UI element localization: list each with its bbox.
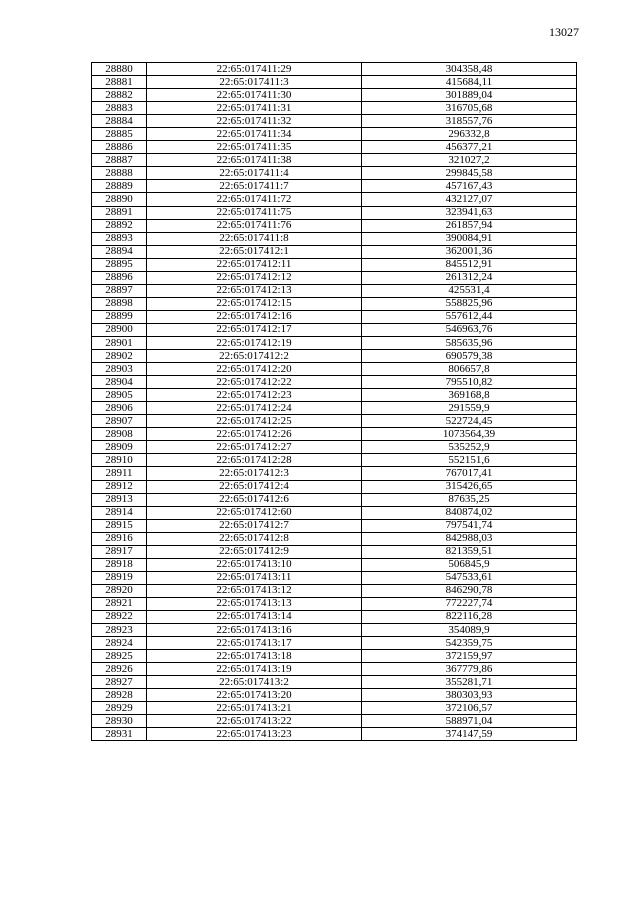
cadastral-number-cell: 22:65:017413:19 [147,663,362,676]
cadastral-value-cell: 304358,48 [362,63,577,76]
cadastral-value-cell: 552151,6 [362,454,577,467]
cadastral-number-cell: 22:65:017412:7 [147,519,362,532]
table-row [92,193,577,206]
cadastral-number-cell: 22:65:017412:24 [147,402,362,415]
row-number-cell: 28915 [92,519,147,532]
cadastral-value-cell: 432127,07 [362,193,577,206]
row-number-cell: 28926 [92,663,147,676]
row-number-cell: 28882 [92,89,147,102]
table-row [92,415,577,428]
cadastral-value-cell: 362001,36 [362,245,577,258]
cadastral-value-table [91,62,577,741]
cadastral-number-cell: 22:65:017413:10 [147,558,362,571]
row-number-cell: 28884 [92,115,147,128]
row-number-cell: 28888 [92,167,147,180]
cadastral-value-cell: 558825,96 [362,297,577,310]
cadastral-value-cell: 355281,71 [362,676,577,689]
cadastral-value-cell: 457167,43 [362,180,577,193]
table-row [92,493,577,506]
table-row [92,637,577,650]
table-row [92,519,577,532]
cadastral-number-cell: 22:65:017413:16 [147,624,362,637]
table-row [92,128,577,141]
row-number-cell: 28909 [92,441,147,454]
table-body [92,63,577,741]
table-row [92,428,577,441]
cadastral-number-cell: 22:65:017411:38 [147,154,362,167]
table-row [92,624,577,637]
table-row [92,728,577,741]
cadastral-number-cell: 22:65:017412:12 [147,271,362,284]
table-row [92,715,577,728]
row-number-cell: 28881 [92,76,147,89]
cadastral-value-cell: 557612,44 [362,310,577,323]
cadastral-number-cell: 22:65:017411:75 [147,206,362,219]
table-row [92,336,577,349]
cadastral-value-cell: 821359,51 [362,545,577,558]
row-number-cell: 28889 [92,180,147,193]
table-row [92,310,577,323]
row-number-cell: 28900 [92,323,147,336]
table-row [92,63,577,76]
row-number-cell: 28920 [92,584,147,597]
row-number-cell: 28896 [92,271,147,284]
cadastral-value-cell: 795510,82 [362,376,577,389]
row-number-cell: 28928 [92,689,147,702]
cadastral-number-cell: 22:65:017413:14 [147,610,362,623]
cadastral-number-cell: 22:65:017412:8 [147,532,362,545]
row-number-cell: 28887 [92,154,147,167]
cadastral-value-cell: 456377,21 [362,141,577,154]
cadastral-number-cell: 22:65:017413:17 [147,637,362,650]
table-row [92,258,577,271]
row-number-cell: 28912 [92,480,147,493]
table-row [92,402,577,415]
cadastral-value-cell: 291559,9 [362,402,577,415]
cadastral-number-cell: 22:65:017412:17 [147,323,362,336]
row-number-cell: 28924 [92,637,147,650]
row-number-cell: 28917 [92,545,147,558]
cadastral-value-cell: 797541,74 [362,519,577,532]
cadastral-number-cell: 22:65:017411:34 [147,128,362,141]
row-number-cell: 28922 [92,610,147,623]
row-number-cell: 28907 [92,415,147,428]
table-row [92,76,577,89]
cadastral-value-cell: 301889,04 [362,89,577,102]
table-row [92,89,577,102]
table-row [92,102,577,115]
cadastral-value-cell: 535252,9 [362,441,577,454]
cadastral-value-cell: 354089,9 [362,624,577,637]
row-number-cell: 28902 [92,350,147,363]
cadastral-value-cell: 372159,97 [362,650,577,663]
cadastral-number-cell: 22:65:017412:20 [147,363,362,376]
row-number-cell: 28914 [92,506,147,519]
cadastral-value-cell: 369168,8 [362,389,577,402]
table-row [92,141,577,154]
cadastral-value-cell: 380303,93 [362,689,577,702]
row-number-cell: 28903 [92,363,147,376]
row-number-cell: 28910 [92,454,147,467]
table-row [92,323,577,336]
cadastral-number-cell: 22:65:017413:22 [147,715,362,728]
table-row [92,454,577,467]
table-row [92,571,577,584]
cadastral-value-cell: 542359,75 [362,637,577,650]
table-row [92,180,577,193]
row-number-cell: 28906 [92,402,147,415]
cadastral-value-cell: 840874,02 [362,506,577,519]
cadastral-number-cell: 22:65:017412:23 [147,389,362,402]
cadastral-number-cell: 22:65:017412:11 [147,258,362,271]
row-number-cell: 28918 [92,558,147,571]
table-row [92,219,577,232]
row-number-cell: 28890 [92,193,147,206]
cadastral-value-cell: 261857,94 [362,219,577,232]
row-number-cell: 28898 [92,297,147,310]
cadastral-value-cell: 296332,8 [362,128,577,141]
cadastral-value-cell: 690579,38 [362,350,577,363]
row-number-cell: 28905 [92,389,147,402]
table-row [92,610,577,623]
cadastral-number-cell: 22:65:017411:8 [147,232,362,245]
row-number-cell: 28911 [92,467,147,480]
cadastral-number-cell: 22:65:017412:1 [147,245,362,258]
cadastral-number-cell: 22:65:017412:22 [147,376,362,389]
row-number-cell: 28895 [92,258,147,271]
row-number-cell: 28880 [92,63,147,76]
cadastral-value-cell: 372106,57 [362,702,577,715]
cadastral-value-cell: 261312,24 [362,271,577,284]
cadastral-number-cell: 22:65:017413:2 [147,676,362,689]
cadastral-number-cell: 22:65:017411:76 [147,219,362,232]
table-row [92,363,577,376]
row-number-cell: 28927 [92,676,147,689]
table-row [92,467,577,480]
table-row [92,376,577,389]
cadastral-value-cell: 588971,04 [362,715,577,728]
cadastral-value-cell: 506845,9 [362,558,577,571]
cadastral-value-cell: 318557,76 [362,115,577,128]
cadastral-value-cell: 522724,45 [362,415,577,428]
row-number-cell: 28929 [92,702,147,715]
cadastral-number-cell: 22:65:017412:16 [147,310,362,323]
cadastral-value-cell: 546963,76 [362,323,577,336]
cadastral-number-cell: 22:65:017412:3 [147,467,362,480]
table-row [92,389,577,402]
table-row [92,480,577,493]
table-row [92,167,577,180]
cadastral-value-cell: 772227,74 [362,597,577,610]
table-row [92,532,577,545]
cadastral-value-cell: 806657,8 [362,363,577,376]
cadastral-number-cell: 22:65:017413:12 [147,584,362,597]
table-row [92,545,577,558]
table-row [92,154,577,167]
cadastral-value-cell: 767017,41 [362,467,577,480]
cadastral-value-cell: 1073564,39 [362,428,577,441]
row-number-cell: 28919 [92,571,147,584]
cadastral-value-cell: 299845,58 [362,167,577,180]
cadastral-number-cell: 22:65:017413:13 [147,597,362,610]
row-number-cell: 28893 [92,232,147,245]
row-number-cell: 28901 [92,336,147,349]
cadastral-value-cell: 842988,03 [362,532,577,545]
table-row [92,206,577,219]
table-row [92,350,577,363]
cadastral-value-cell: 374147,59 [362,728,577,741]
table-row [92,284,577,297]
cadastral-number-cell: 22:65:017412:60 [147,506,362,519]
row-number-cell: 28923 [92,624,147,637]
table-row [92,558,577,571]
cadastral-number-cell: 22:65:017411:32 [147,115,362,128]
table-row [92,650,577,663]
cadastral-number-cell: 22:65:017411:30 [147,89,362,102]
row-number-cell: 28916 [92,532,147,545]
table-row [92,245,577,258]
table-row [92,297,577,310]
table-row [92,702,577,715]
cadastral-number-cell: 22:65:017413:21 [147,702,362,715]
cadastral-number-cell: 22:65:017413:20 [147,689,362,702]
cadastral-number-cell: 22:65:017411:35 [147,141,362,154]
cadastral-number-cell: 22:65:017412:13 [147,284,362,297]
row-number-cell: 28885 [92,128,147,141]
row-number-cell: 28921 [92,597,147,610]
table-row [92,597,577,610]
cadastral-value-cell: 585635,96 [362,336,577,349]
cadastral-value-cell: 415684,11 [362,76,577,89]
cadastral-number-cell: 22:65:017411:4 [147,167,362,180]
cadastral-number-cell: 22:65:017411:31 [147,102,362,115]
table-row [92,663,577,676]
row-number-cell: 28883 [92,102,147,115]
row-number-cell: 28897 [92,284,147,297]
cadastral-number-cell: 22:65:017411:7 [147,180,362,193]
row-number-cell: 28899 [92,310,147,323]
row-number-cell: 28904 [92,376,147,389]
row-number-cell: 28925 [92,650,147,663]
cadastral-number-cell: 22:65:017412:9 [147,545,362,558]
cadastral-number-cell: 22:65:017412:15 [147,297,362,310]
row-number-cell: 28894 [92,245,147,258]
cadastral-value-cell: 822116,28 [362,610,577,623]
row-number-cell: 28930 [92,715,147,728]
table-row [92,506,577,519]
cadastral-number-cell: 22:65:017411:29 [147,63,362,76]
cadastral-number-cell: 22:65:017411:3 [147,76,362,89]
cadastral-number-cell: 22:65:017412:28 [147,454,362,467]
cadastral-value-cell: 323941,63 [362,206,577,219]
row-number-cell: 28931 [92,728,147,741]
cadastral-number-cell: 22:65:017413:11 [147,571,362,584]
table-row [92,441,577,454]
row-number-cell: 28892 [92,219,147,232]
cadastral-value-cell: 321027,2 [362,154,577,167]
cadastral-number-cell: 22:65:017412:6 [147,493,362,506]
cadastral-number-cell: 22:65:017412:2 [147,350,362,363]
cadastral-value-cell: 846290,78 [362,584,577,597]
table-row [92,676,577,689]
row-number-cell: 28886 [92,141,147,154]
cadastral-value-cell: 547533,61 [362,571,577,584]
cadastral-value-cell: 315426,65 [362,480,577,493]
cadastral-number-cell: 22:65:017412:27 [147,441,362,454]
table-row [92,232,577,245]
cadastral-value-cell: 87635,25 [362,493,577,506]
cadastral-number-cell: 22:65:017412:4 [147,480,362,493]
cadastral-value-cell: 845512,91 [362,258,577,271]
table-row [92,689,577,702]
table-row [92,115,577,128]
table-row [92,271,577,284]
cadastral-value-cell: 425531,4 [362,284,577,297]
table-row [92,584,577,597]
page-number: 13027 [549,25,579,39]
cadastral-value-cell: 390084,91 [362,232,577,245]
cadastral-value-cell: 367779,86 [362,663,577,676]
row-number-cell: 28891 [92,206,147,219]
cadastral-number-cell: 22:65:017411:72 [147,193,362,206]
cadastral-number-cell: 22:65:017412:26 [147,428,362,441]
cadastral-number-cell: 22:65:017413:23 [147,728,362,741]
row-number-cell: 28908 [92,428,147,441]
row-number-cell: 28913 [92,493,147,506]
cadastral-value-cell: 316705,68 [362,102,577,115]
cadastral-number-cell: 22:65:017412:19 [147,336,362,349]
cadastral-number-cell: 22:65:017412:25 [147,415,362,428]
cadastral-number-cell: 22:65:017413:18 [147,650,362,663]
